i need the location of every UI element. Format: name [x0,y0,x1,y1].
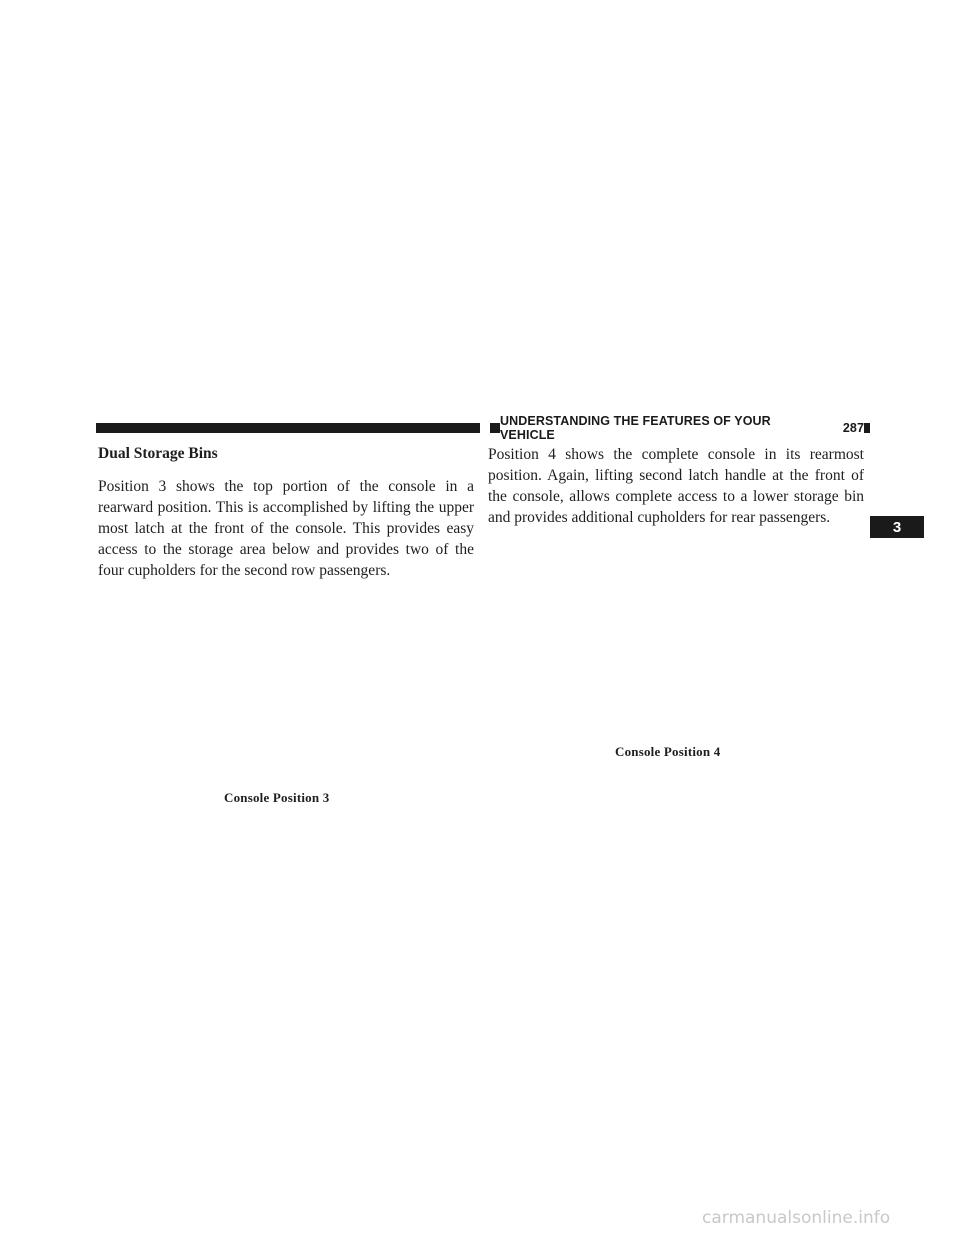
running-header [500,414,864,442]
position-3-paragraph: Position 3 shows the top portion of the console in a rearward position. This is accomplished by lifting the upper most latch at the front of the console. This provides easy access to the storage area below and provides two of the four cupholders for the second row passengers. [98,478,474,579]
chapter-tab [870,516,924,538]
left-column [98,444,474,581]
running-title: UNDERSTANDING THE FEATURES OF YOUR VEHICLE [500,414,771,442]
right-column [488,444,864,528]
page-number: 287 [842,421,864,435]
console-position-4-figure [488,540,864,734]
figure-caption-4: Console Position 4 [615,744,721,759]
header-rule-left [96,423,480,433]
watermark: carmanualsonline.info [702,1208,891,1228]
section-heading: Dual Storage Bins [98,445,218,462]
chapter-number: 3 [892,518,902,536]
position-4-paragraph: Position 4 shows the complete console in its rearmost position. Again, lifting second latch handle at the front of the console, allows complete access to a lower storage bin and provides additional cupholders for rear passengers. [488,446,864,526]
console-position-3-figure [98,580,474,780]
figure-caption-3: Console Position 3 [224,790,330,805]
